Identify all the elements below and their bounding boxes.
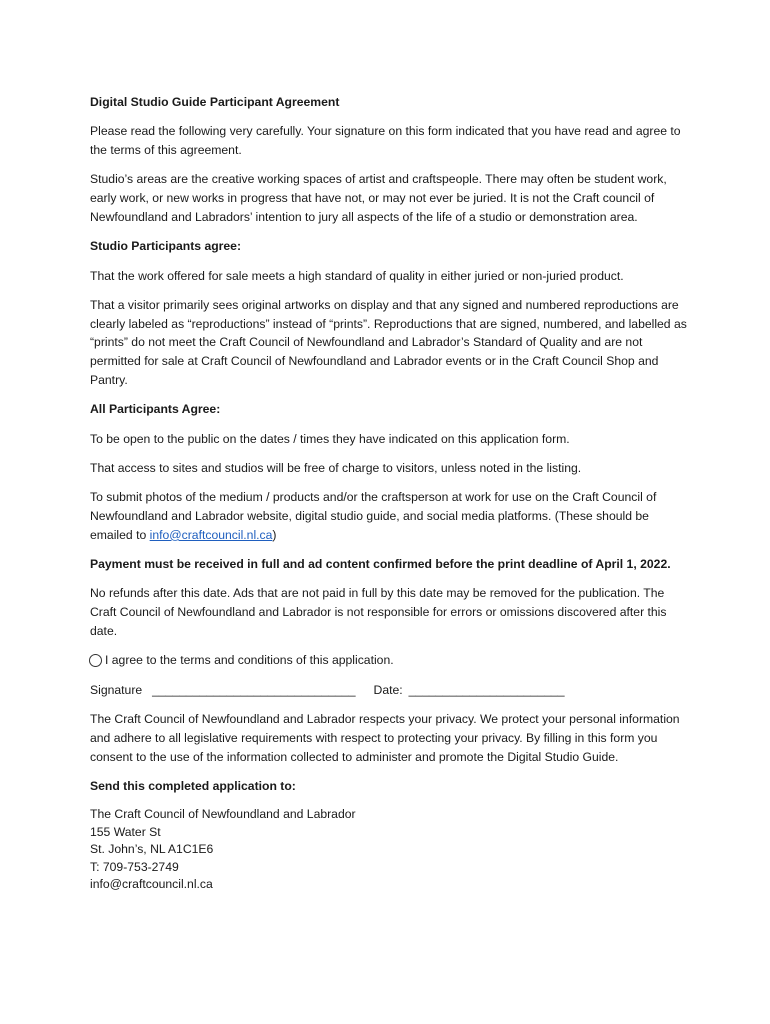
photos-text: To submit photos of the medium / products and/or the craftsperson at work for use on the Craft Council of Newfoundland and Labrador website, digital studio guide, and social media platforms. (These should be emailed to bbox=[90, 490, 657, 542]
address-line: T: 709-753-2749 bbox=[90, 859, 179, 874]
date-label: Date: bbox=[373, 682, 403, 697]
photos-paragraph bbox=[90, 488, 690, 544]
signature-row bbox=[90, 681, 690, 700]
signature-label: Signature bbox=[90, 682, 143, 697]
all-participant-item: To be open to the public on the dates / times they have indicated on this application form. bbox=[90, 431, 570, 446]
agree-label: I agree to the terms and conditions of this application. bbox=[105, 653, 394, 668]
intro-paragraph: Please read the following very carefully. Your signature on this form indicated that you have read and agree to the terms of this agreement. bbox=[90, 124, 681, 158]
address-line: The Craft Council of Newfoundland and Labrador bbox=[90, 807, 356, 822]
all-participant-item: That access to sites and studios will be free of charge to visitors, unless noted in the listing. bbox=[90, 460, 582, 475]
studios-paragraph: Studio’s areas are the creative working spaces of artist and craftspeople. There may often be student work, early work, or new works in progress that have not, or may not ever be juried. It is not the Craft council of Newfoundland and Labradors’ intention to jury all aspects of the life of a studio or demonstration area. bbox=[90, 172, 667, 224]
all-participants-heading: All Participants Agree: bbox=[90, 402, 221, 417]
agreement-document bbox=[90, 93, 690, 894]
studio-participant-item: That a visitor primarily sees original artworks on display and that any signed and numbered reproductions are clearly labeled as “reproductions” instead of “prints”. Reproductions that are signed, numbered, and labelled as “prints” do not meet the Craft Council of Newfoundland and Labrador’s Standard of Quality and are not permitted for sale at Craft Council of Newfoundland and Labrador events or in the Craft Council Shop and Pantry. bbox=[90, 297, 687, 388]
agree-radio[interactable] bbox=[89, 654, 102, 667]
agree-option[interactable] bbox=[89, 651, 690, 670]
signature-field[interactable]: ______________________________ bbox=[152, 682, 356, 697]
refunds-paragraph: No refunds after this date. Ads that are not paid in full by this date may be removed for the publication. The Craft Council of Newfoundland and Labrador is not responsible for errors or omissions discovered after this date. bbox=[90, 586, 667, 639]
date-field[interactable]: _______________________ bbox=[408, 682, 565, 697]
send-heading: Send this completed application to: bbox=[90, 778, 296, 793]
studio-participant-item: That the work offered for sale meets a high standard of quality in either juried or non-juried product. bbox=[90, 268, 624, 283]
studio-participants-heading: Studio Participants agree: bbox=[90, 239, 242, 254]
payment-notice: Payment must be received in full and ad content confirmed before the print deadline of April 1, 2022. bbox=[90, 557, 671, 572]
address-line: St. John’s, NL A1C1E6 bbox=[90, 842, 214, 857]
address-email: info@craftcouncil.nl.ca bbox=[90, 877, 213, 892]
address-line: 155 Water St bbox=[90, 824, 161, 839]
document-title: Digital Studio Guide Participant Agreement bbox=[90, 95, 340, 109]
photos-close: ) bbox=[272, 527, 277, 542]
mailing-address bbox=[90, 806, 690, 894]
email-link[interactable]: info@craftcouncil.nl.ca bbox=[149, 527, 273, 542]
privacy-paragraph: The Craft Council of Newfoundland and Labrador respects your privacy. We protect your personal information and adhere to all legislative requirements with respect to protecting your privacy. By filling in this form you consent to the use of the information collected to administer and promote the Digital Studio Guide. bbox=[90, 711, 680, 764]
